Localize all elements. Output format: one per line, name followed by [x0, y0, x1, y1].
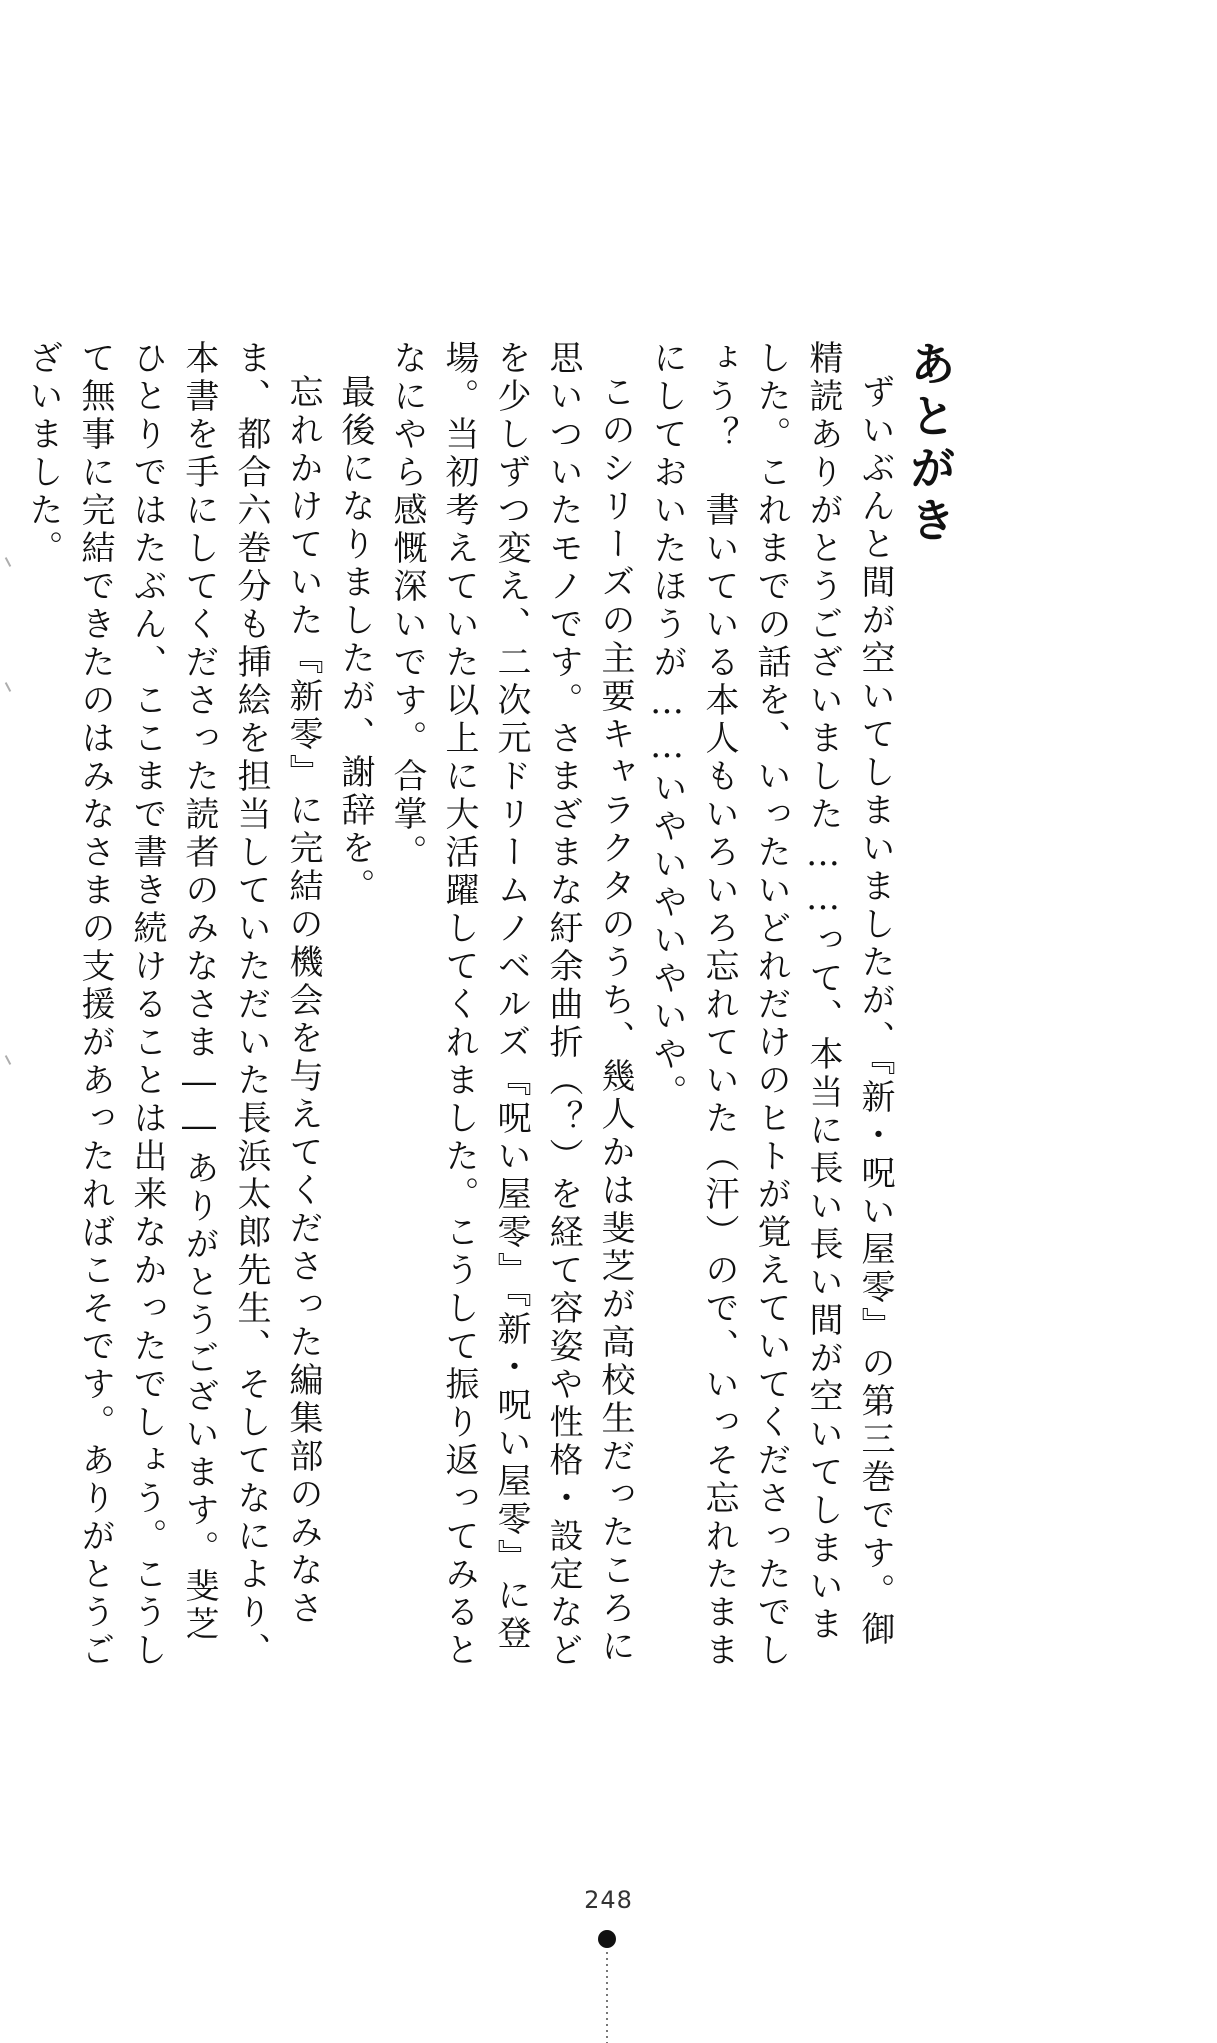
page-marker-line: [606, 1952, 608, 2043]
scan-edge-mark: [5, 557, 11, 567]
afterword-text: [23, 340, 959, 1680]
paragraph: ずいぶんと間が空いてしまいましたが、『新・呪い屋零』の第三巻です。御精読ありがとうございました……って、本当に長い長い間が空いてしまいました。これまでの話を、いったいどれだけのヒトが覚えていてくださったでしょう？ 書いている本人もいろいろ忘れていた（汗）ので、いっそ忘れたままにしておいたほうが……いやいやいやいや。: [647, 340, 895, 1670]
page-footer: [0, 1886, 1217, 1914]
paragraph: 忘れかけていた『新零』に完結の機会を与えてくださった編集部のみなさま、都合六巻分も挿絵を担当していただいた長浜太郎先生、そしてなにより、本書を手にしてくださった読者のみなさま――ありがとうございます。斐芝ひとりではたぶん、ここまで書き続けることは出来なかったでしょう。こうして無事に完結できたのはみなさまの支援があったればこそです。ありがとうございました。: [23, 340, 323, 1670]
afterword-heading: あとがき: [903, 340, 957, 548]
paragraph: このシリーズの主要キャラクタのうち、幾人かは斐芝が高校生だったころに思いついたモノです。さまざまな紆余曲折（？）を経て容姿や性格・設定などを少しずつ変え、二次元ドリームノベルズ『呪い屋零』『新・呪い屋零』に登場。当初考えていた以上に大活躍してくれました。こうして振り返ってみるとなにやら感慨深いです。合掌。: [387, 340, 635, 1670]
scan-edge-mark: [5, 1055, 11, 1065]
page-number: 248: [584, 1886, 633, 1914]
scan-edge-mark: [5, 682, 11, 692]
paragraph: 最後になりましたが、謝辞を。: [335, 374, 375, 906]
page-marker-dot: [598, 1930, 616, 1948]
